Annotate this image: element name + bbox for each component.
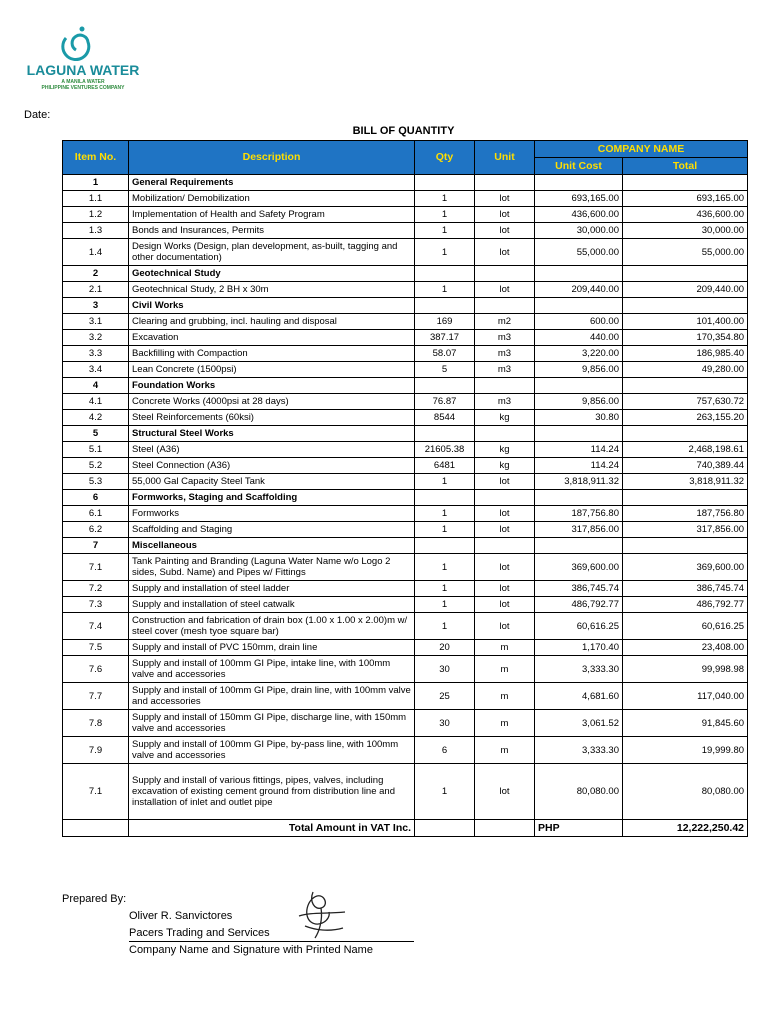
item-no-cell: 2 [63,266,129,282]
item-no-cell: 6.1 [63,506,129,522]
unit-cell: m2 [475,314,535,330]
qty-cell: 6 [415,737,475,764]
table-row [63,330,748,346]
total-cell [623,538,748,554]
section-row [63,538,748,554]
total-cell: 740,389.44 [623,458,748,474]
unit-cell: m3 [475,330,535,346]
unit-cell: kg [475,458,535,474]
unit-cost-cell: 9,856.00 [535,362,623,378]
total-cell: 23,408.00 [623,640,748,656]
total-empty-cell [475,820,535,837]
total-cell: 80,080.00 [623,764,748,820]
qty-cell: 5 [415,362,475,378]
description-cell: Steel Reinforcements (60ksi) [129,410,415,426]
unit-cell: lot [475,581,535,597]
description-cell: Steel Connection (A36) [129,458,415,474]
description-cell: Miscellaneous [129,538,415,554]
qty-cell [415,298,475,314]
signature-line [129,941,414,942]
table-row [63,474,748,490]
unit-cost-cell [535,490,623,506]
unit-cost-cell: 600.00 [535,314,623,330]
section-row [63,490,748,506]
total-cell: 186,985.40 [623,346,748,362]
description-cell: Structural Steel Works [129,426,415,442]
header-unit: Unit [475,141,535,175]
total-amount: 12,222,250.42 [623,820,748,837]
unit-cell: lot [475,554,535,581]
document-title: BILL OF QUANTITY [352,125,455,137]
qty-cell: 21605.38 [415,442,475,458]
total-cell: 2,468,198.61 [623,442,748,458]
description-cell: Supply and install of various fittings, pipes, valves, including excavation of existing cement ground from distribution line and installation of inlet and outlet pipe [129,764,415,820]
description-cell: Steel (A36) [129,442,415,458]
unit-cell: kg [475,410,535,426]
total-cell [623,378,748,394]
section-row [63,426,748,442]
table-row [63,683,748,710]
table-row [63,442,748,458]
unit-cost-cell: 55,000.00 [535,239,623,266]
unit-cost-cell: 3,061.52 [535,710,623,737]
item-no-cell: 5.2 [63,458,129,474]
table-row [63,506,748,522]
section-row [63,175,748,191]
item-no-cell: 7.5 [63,640,129,656]
unit-cell: m [475,710,535,737]
qty-cell: 1 [415,522,475,538]
item-no-cell: 1.4 [63,239,129,266]
table-row [63,207,748,223]
qty-cell: 58.07 [415,346,475,362]
unit-cost-cell [535,175,623,191]
unit-cost-cell: 9,856.00 [535,394,623,410]
qty-cell [415,538,475,554]
total-cell: 30,000.00 [623,223,748,239]
section-row [63,378,748,394]
qty-cell: 6481 [415,458,475,474]
unit-cell [475,490,535,506]
header-unit-cost: Unit Cost [535,158,623,175]
table-row [63,710,748,737]
header-description: Description [129,141,415,175]
description-cell: Supply and install of 100mm GI Pipe, drain line, with 100mm valve and accessories [129,683,415,710]
total-cell [623,426,748,442]
unit-cost-cell: 80,080.00 [535,764,623,820]
unit-cell [475,266,535,282]
item-no-cell: 7.3 [63,597,129,613]
item-no-cell: 3.2 [63,330,129,346]
qty-cell: 25 [415,683,475,710]
total-cell: 60,616.25 [623,613,748,640]
item-no-cell: 7.8 [63,710,129,737]
unit-cost-cell: 3,220.00 [535,346,623,362]
total-cell: 317,856.00 [623,522,748,538]
unit-cost-cell: 3,333.30 [535,737,623,764]
description-cell: Supply and install of 150mm GI Pipe, discharge line, with 150mm valve and accessories [129,710,415,737]
header-company-name: COMPANY NAME [535,141,748,158]
table-row [63,282,748,298]
table-row [63,554,748,581]
unit-cell: m [475,683,535,710]
unit-cell: lot [475,239,535,266]
unit-cell: lot [475,764,535,820]
item-no-cell: 7.4 [63,613,129,640]
table-row [63,346,748,362]
description-cell: Concrete Works (4000psi at 28 days) [129,394,415,410]
table-row [63,191,748,207]
description-cell: Formworks, Staging and Scaffolding [129,490,415,506]
unit-cost-cell: 209,440.00 [535,282,623,298]
description-cell: Supply and install of 100mm GI Pipe, intake line, with 100mm valve and accessories [129,656,415,683]
total-cell: 187,756.80 [623,506,748,522]
item-no-cell: 3.1 [63,314,129,330]
unit-cost-cell: 30,000.00 [535,223,623,239]
section-row [63,266,748,282]
table-row [63,410,748,426]
table-row [63,613,748,640]
item-no-cell: 4.2 [63,410,129,426]
unit-cell: lot [475,223,535,239]
qty-cell: 387.17 [415,330,475,346]
unit-cost-cell: 436,600.00 [535,207,623,223]
total-cell: 49,280.00 [623,362,748,378]
item-no-cell: 5 [63,426,129,442]
logo-brand-text: LAGUNA WATER [26,62,140,78]
unit-cost-cell [535,266,623,282]
logo-tagline-2: PHILIPPINE VENTURES COMPANY [41,85,125,91]
table-row [63,640,748,656]
description-cell: Foundation Works [129,378,415,394]
description-cell: Supply and installation of steel ladder [129,581,415,597]
unit-cell [475,378,535,394]
total-cell: 19,999.80 [623,737,748,764]
table-row [63,223,748,239]
total-cell: 209,440.00 [623,282,748,298]
item-no-cell: 1 [63,175,129,191]
unit-cost-cell [535,538,623,554]
unit-cell: m3 [475,394,535,410]
qty-cell: 1 [415,597,475,613]
date-label: Date: [24,109,51,121]
total-cell: 99,998.98 [623,656,748,683]
item-no-cell: 7.6 [63,656,129,683]
total-cell: 369,600.00 [623,554,748,581]
unit-cost-cell: 3,333.30 [535,656,623,683]
unit-cost-cell: 440.00 [535,330,623,346]
item-no-cell: 3.4 [63,362,129,378]
unit-cell: lot [475,282,535,298]
description-cell: Supply and install of PVC 150mm, drain line [129,640,415,656]
description-cell: Geotechnical Study, 2 BH x 30m [129,282,415,298]
description-cell: General Requirements [129,175,415,191]
total-cell: 101,400.00 [623,314,748,330]
unit-cost-cell [535,378,623,394]
bill-of-quantity-table [62,140,748,837]
qty-cell: 20 [415,640,475,656]
item-no-cell: 1.1 [63,191,129,207]
section-row [63,298,748,314]
qty-cell: 1 [415,764,475,820]
description-cell: Tank Painting and Branding (Laguna Water Name w/o Logo 2 sides, Subd. Name) and Pipes w/ Fittings [129,554,415,581]
qty-cell: 8544 [415,410,475,426]
total-cell: 436,600.00 [623,207,748,223]
qty-cell: 169 [415,314,475,330]
unit-cell: lot [475,597,535,613]
table-row [63,581,748,597]
unit-cost-cell: 369,600.00 [535,554,623,581]
qty-cell: 1 [415,282,475,298]
item-no-cell: 7.7 [63,683,129,710]
qty-cell: 30 [415,656,475,683]
table-row [63,656,748,683]
laguna-water-logo [18,20,148,96]
qty-cell: 1 [415,554,475,581]
item-no-cell: 7.1 [63,764,129,820]
description-cell: Formworks [129,506,415,522]
unit-cell: m3 [475,362,535,378]
unit-cost-cell [535,426,623,442]
unit-cost-cell: 30.80 [535,410,623,426]
total-empty-cell [63,820,129,837]
item-no-cell: 4.1 [63,394,129,410]
description-cell: Lean Concrete (1500psi) [129,362,415,378]
unit-cell: kg [475,442,535,458]
total-cell: 170,354.80 [623,330,748,346]
description-cell: Scaffolding and Staging [129,522,415,538]
qty-cell: 1 [415,613,475,640]
unit-cost-cell: 114.24 [535,458,623,474]
total-cell: 117,040.00 [623,683,748,710]
total-cell [623,175,748,191]
unit-cost-cell: 693,165.00 [535,191,623,207]
description-cell: Mobilization/ Demobilization [129,191,415,207]
total-empty-cell [415,820,475,837]
qty-cell [415,426,475,442]
unit-cell: lot [475,474,535,490]
table-row [63,764,748,820]
total-row [63,820,748,837]
header-total: Total [623,158,748,175]
signer-company: Pacers Trading and Services [129,927,270,939]
table-row [63,394,748,410]
qty-cell: 1 [415,474,475,490]
item-no-cell: 6.2 [63,522,129,538]
table-row [63,458,748,474]
unit-cost-cell: 60,616.25 [535,613,623,640]
qty-cell [415,266,475,282]
qty-cell: 76.87 [415,394,475,410]
description-cell: Excavation [129,330,415,346]
total-cell [623,266,748,282]
total-cell: 3,818,911.32 [623,474,748,490]
prepared-by-label: Prepared By: [62,893,127,905]
total-cell: 693,165.00 [623,191,748,207]
unit-cost-cell: 1,170.40 [535,640,623,656]
table-row [63,362,748,378]
unit-cell: lot [475,191,535,207]
description-cell: Construction and fabrication of drain box (1.00 x 1.00 x 2.00)m w/ steel cover (mesh tyoe square bar) [129,613,415,640]
unit-cell: m3 [475,346,535,362]
unit-cost-cell: 114.24 [535,442,623,458]
qty-cell: 1 [415,581,475,597]
item-no-cell: 7.9 [63,737,129,764]
item-no-cell: 5.3 [63,474,129,490]
unit-cost-cell [535,298,623,314]
total-cell [623,490,748,506]
description-cell: Backfilling with Compaction [129,346,415,362]
qty-cell [415,378,475,394]
description-cell: Bonds and Insurances, Permits [129,223,415,239]
item-no-cell: 7.2 [63,581,129,597]
description-cell: Supply and installation of steel catwalk [129,597,415,613]
total-cell: 91,845.60 [623,710,748,737]
table-row [63,597,748,613]
description-cell: Design Works (Design, plan development, as-built, tagging and other documentation) [129,239,415,266]
unit-cell: lot [475,506,535,522]
unit-cost-cell: 317,856.00 [535,522,623,538]
unit-cost-cell: 187,756.80 [535,506,623,522]
unit-cost-cell: 3,818,911.32 [535,474,623,490]
item-no-cell: 4 [63,378,129,394]
item-no-cell: 2.1 [63,282,129,298]
signature-caption: Company Name and Signature with Printed Name [129,944,373,956]
unit-cell [475,426,535,442]
table-row [63,239,748,266]
unit-cell: m [475,640,535,656]
item-no-cell: 7.1 [63,554,129,581]
unit-cell [475,175,535,191]
table-row [63,314,748,330]
table-row [63,522,748,538]
unit-cost-cell: 4,681.60 [535,683,623,710]
qty-cell: 1 [415,223,475,239]
total-cell: 757,630.72 [623,394,748,410]
total-cell: 386,745.74 [623,581,748,597]
total-label: Total Amount in VAT Inc. [129,820,415,837]
item-no-cell: 3.3 [63,346,129,362]
total-cell: 55,000.00 [623,239,748,266]
description-cell: Supply and install of 100mm GI Pipe, by-pass line, with 100mm valve and accessories [129,737,415,764]
description-cell: Civil Works [129,298,415,314]
signer-name: Oliver R. Sanvictores [129,910,233,922]
qty-cell: 30 [415,710,475,737]
unit-cell: lot [475,522,535,538]
unit-cost-cell: 486,792.77 [535,597,623,613]
handwritten-signature [285,886,355,942]
description-cell: Implementation of Health and Safety Program [129,207,415,223]
total-cell: 263,155.20 [623,410,748,426]
item-no-cell: 5.1 [63,442,129,458]
total-currency: PHP [535,820,623,837]
unit-cell: m [475,737,535,764]
item-no-cell: 1.2 [63,207,129,223]
item-no-cell: 6 [63,490,129,506]
qty-cell [415,175,475,191]
qty-cell [415,490,475,506]
description-cell: Clearing and grubbing, incl. hauling and disposal [129,314,415,330]
qty-cell: 1 [415,191,475,207]
description-cell: Geotechnical Study [129,266,415,282]
table-row [63,737,748,764]
unit-cell [475,298,535,314]
item-no-cell: 7 [63,538,129,554]
unit-cost-cell: 386,745.74 [535,581,623,597]
unit-cell: m [475,656,535,683]
table-body [63,175,748,820]
logo-tagline-1: A MANILA WATER [61,79,105,85]
unit-cell [475,538,535,554]
unit-cell: lot [475,207,535,223]
swirl-icon [63,27,89,60]
description-cell: 55,000 Gal Capacity Steel Tank [129,474,415,490]
qty-cell: 1 [415,239,475,266]
unit-cell: lot [475,613,535,640]
item-no-cell: 3 [63,298,129,314]
header-item-no: Item No. [63,141,129,175]
total-cell: 486,792.77 [623,597,748,613]
header-qty: Qty [415,141,475,175]
total-cell [623,298,748,314]
item-no-cell: 1.3 [63,223,129,239]
qty-cell: 1 [415,506,475,522]
qty-cell: 1 [415,207,475,223]
